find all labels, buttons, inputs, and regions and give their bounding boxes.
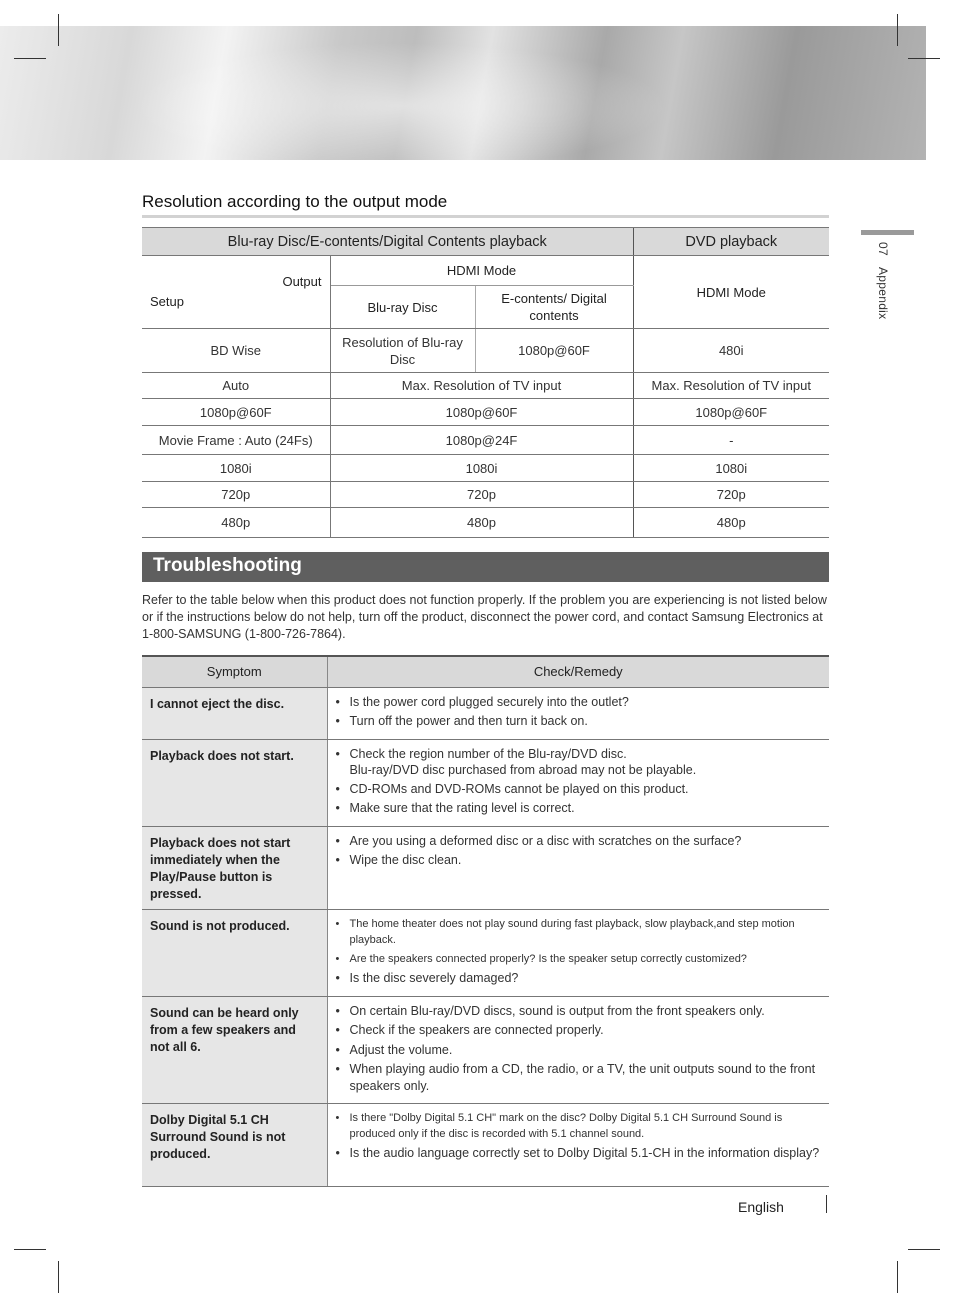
- footer-language: English: [738, 1199, 784, 1215]
- remedy-item: • Wipe the disc clean.: [336, 852, 822, 869]
- symptom-cell: Dolby Digital 5.1 CH Surround Sound is not produced.: [142, 1104, 327, 1187]
- setup-cell: 1080p@60F: [142, 399, 330, 426]
- bluray-group-header: Blu-ray Disc/E-contents/Digital Contents playback: [142, 228, 633, 256]
- remedy-item: • On certain Blu-ray/DVD discs, sound is output from the front speakers only.: [336, 1003, 822, 1020]
- troubleshooting-row: [142, 739, 829, 826]
- resolution-table: [142, 227, 829, 538]
- remedy-item: • Are you using a deformed disc or a disc with scratches on the surface?: [336, 833, 822, 850]
- remedy-item: • Check if the speakers are connected properly.: [336, 1022, 822, 1039]
- troubleshooting-table: [142, 655, 829, 1187]
- troubleshooting-row: [142, 1104, 829, 1187]
- header-banner: [0, 26, 926, 160]
- dvd-cell: 480i: [633, 329, 829, 373]
- setup-label: Setup: [150, 294, 184, 309]
- econtents-cell: 1080p@60F: [475, 329, 633, 373]
- remedy-item: • Check the region number of the Blu-ray/DVD disc.: [336, 746, 822, 763]
- dvd-cell: -: [633, 426, 829, 455]
- remedy-item: • Make sure that the rating level is correct.: [336, 800, 822, 817]
- remedy-cell: [327, 739, 829, 826]
- dvd-hdmi-mode-header: HDMI Mode: [633, 256, 829, 329]
- remedy-item-note: Blu-ray/DVD disc purchased from abroad may not be playable.: [349, 763, 697, 777]
- resolution-section-title: Resolution according to the output mode: [142, 192, 448, 211]
- setup-cell: Auto: [142, 373, 330, 399]
- dvd-group-header: DVD playback: [633, 228, 829, 256]
- remedy-item: • Adjust the volume.: [336, 1042, 822, 1059]
- remedy-item: • Turn off the power and then turn it back on.: [336, 713, 822, 730]
- remedy-item: • Is there "Dolby Digital 5.1 CH" mark on the disc? Dolby Digital 5.1 CH Surround Sound is produced only if the disc is recorded with 5.1 channel sound.: [336, 1110, 822, 1142]
- troubleshooting-row: [142, 687, 829, 739]
- bluray-disc-header: Blu-ray Disc: [330, 286, 475, 329]
- output-label: Output: [282, 274, 322, 289]
- resolution-row: [142, 373, 829, 399]
- side-tab-number: 07: [876, 242, 890, 256]
- symptom-cell: Sound can be heard only from a few speakers and not all 6.: [142, 996, 327, 1104]
- resolution-header-row: [142, 228, 829, 256]
- remedy-header: Check/Remedy: [327, 656, 829, 687]
- econtents-header: E-contents/ Digital contents: [475, 286, 633, 329]
- remedy-item: • CD-ROMs and DVD-ROMs cannot be played on this product.: [336, 781, 822, 798]
- dvd-cell: 1080i: [633, 455, 829, 482]
- symptom-cell: I cannot eject the disc.: [142, 687, 327, 739]
- resolution-row: [142, 329, 829, 373]
- remedy-cell: [327, 909, 829, 996]
- symptom-cell: Playback does not start immediately when the Play/Pause button is pressed.: [142, 826, 327, 909]
- remedy-cell: [327, 1104, 829, 1187]
- bluray-merged-cell: 1080p@60F: [330, 399, 633, 426]
- bluray-merged-cell: 1080i: [330, 455, 633, 482]
- remedy-item: • Are the speakers connected properly? Is the speaker setup correctly customized?: [336, 951, 822, 967]
- crop-mark: [58, 14, 59, 46]
- troubleshooting-row: [142, 909, 829, 996]
- hdmi-mode-row: [142, 256, 829, 286]
- setup-cell: 480p: [142, 508, 330, 538]
- remedy-cell: [327, 996, 829, 1104]
- hdmi-mode-header: HDMI Mode: [330, 256, 633, 286]
- resolution-row: [142, 482, 829, 508]
- remedy-item: • Is the disc severely damaged?: [336, 970, 822, 987]
- symptom-cell: Playback does not start.: [142, 739, 327, 826]
- side-tab: [876, 242, 890, 319]
- resolution-row: [142, 455, 829, 482]
- setup-output-diagonal-cell: [142, 256, 330, 329]
- resolution-row: [142, 426, 829, 455]
- remedy-cell: [327, 687, 829, 739]
- crop-mark: [14, 1249, 46, 1250]
- remedy-item: • When playing audio from a CD, the radio, or a TV, the unit outputs sound to the front speakers only.: [336, 1061, 822, 1094]
- remedy-item: • The home theater does not play sound during fast playback, slow playback,and step motion playback.: [336, 916, 822, 948]
- remedy-cell: [327, 826, 829, 909]
- setup-cell: BD Wise: [142, 329, 330, 373]
- dvd-cell: 720p: [633, 482, 829, 508]
- bluray-merged-cell: 720p: [330, 482, 633, 508]
- bluray-merged-cell: Max. Resolution of TV input: [330, 373, 633, 399]
- section-divider: [142, 215, 829, 218]
- bluray-merged-cell: 480p: [330, 508, 633, 538]
- side-tab-label: Appendix: [876, 266, 890, 320]
- crop-mark: [14, 58, 46, 59]
- troubleshooting-heading: Troubleshooting: [142, 552, 829, 582]
- symptom-cell: Sound is not produced.: [142, 909, 327, 996]
- crop-mark: [908, 58, 940, 59]
- side-tab-bar: [861, 230, 914, 235]
- dvd-cell: 1080p@60F: [633, 399, 829, 426]
- remedy-item: • Is the power cord plugged securely into the outlet?: [336, 694, 822, 711]
- setup-cell: 1080i: [142, 455, 330, 482]
- resolution-row: [142, 508, 829, 538]
- troubleshooting-row: [142, 996, 829, 1104]
- bluray-cell: Resolution of Blu-ray Disc: [330, 329, 475, 373]
- crop-mark: [897, 14, 898, 46]
- troubleshooting-row: [142, 826, 829, 909]
- footer-divider: [826, 1195, 827, 1213]
- crop-mark: [897, 1261, 898, 1293]
- setup-cell: 720p: [142, 482, 330, 508]
- remedy-item: • Is the audio language correctly set to Dolby Digital 5.1-CH in the information display?: [336, 1145, 822, 1162]
- troubleshooting-header-row: [142, 656, 829, 687]
- symptom-header: Symptom: [142, 656, 327, 687]
- troubleshooting-intro: Refer to the table below when this product does not function properly. If the problem you are experiencing is not listed below or if the instructions below do not help, turn off the product, disconnect the power cord, and contact Samsung Electronics at 1-800-SAMSUNG (1-800-726-7864).: [142, 593, 827, 641]
- setup-cell: Movie Frame : Auto (24Fs): [142, 426, 330, 455]
- crop-mark: [908, 1249, 940, 1250]
- dvd-cell: 480p: [633, 508, 829, 538]
- dvd-cell: Max. Resolution of TV input: [633, 373, 829, 399]
- crop-mark: [58, 1261, 59, 1293]
- resolution-row: [142, 399, 829, 426]
- bluray-merged-cell: 1080p@24F: [330, 426, 633, 455]
